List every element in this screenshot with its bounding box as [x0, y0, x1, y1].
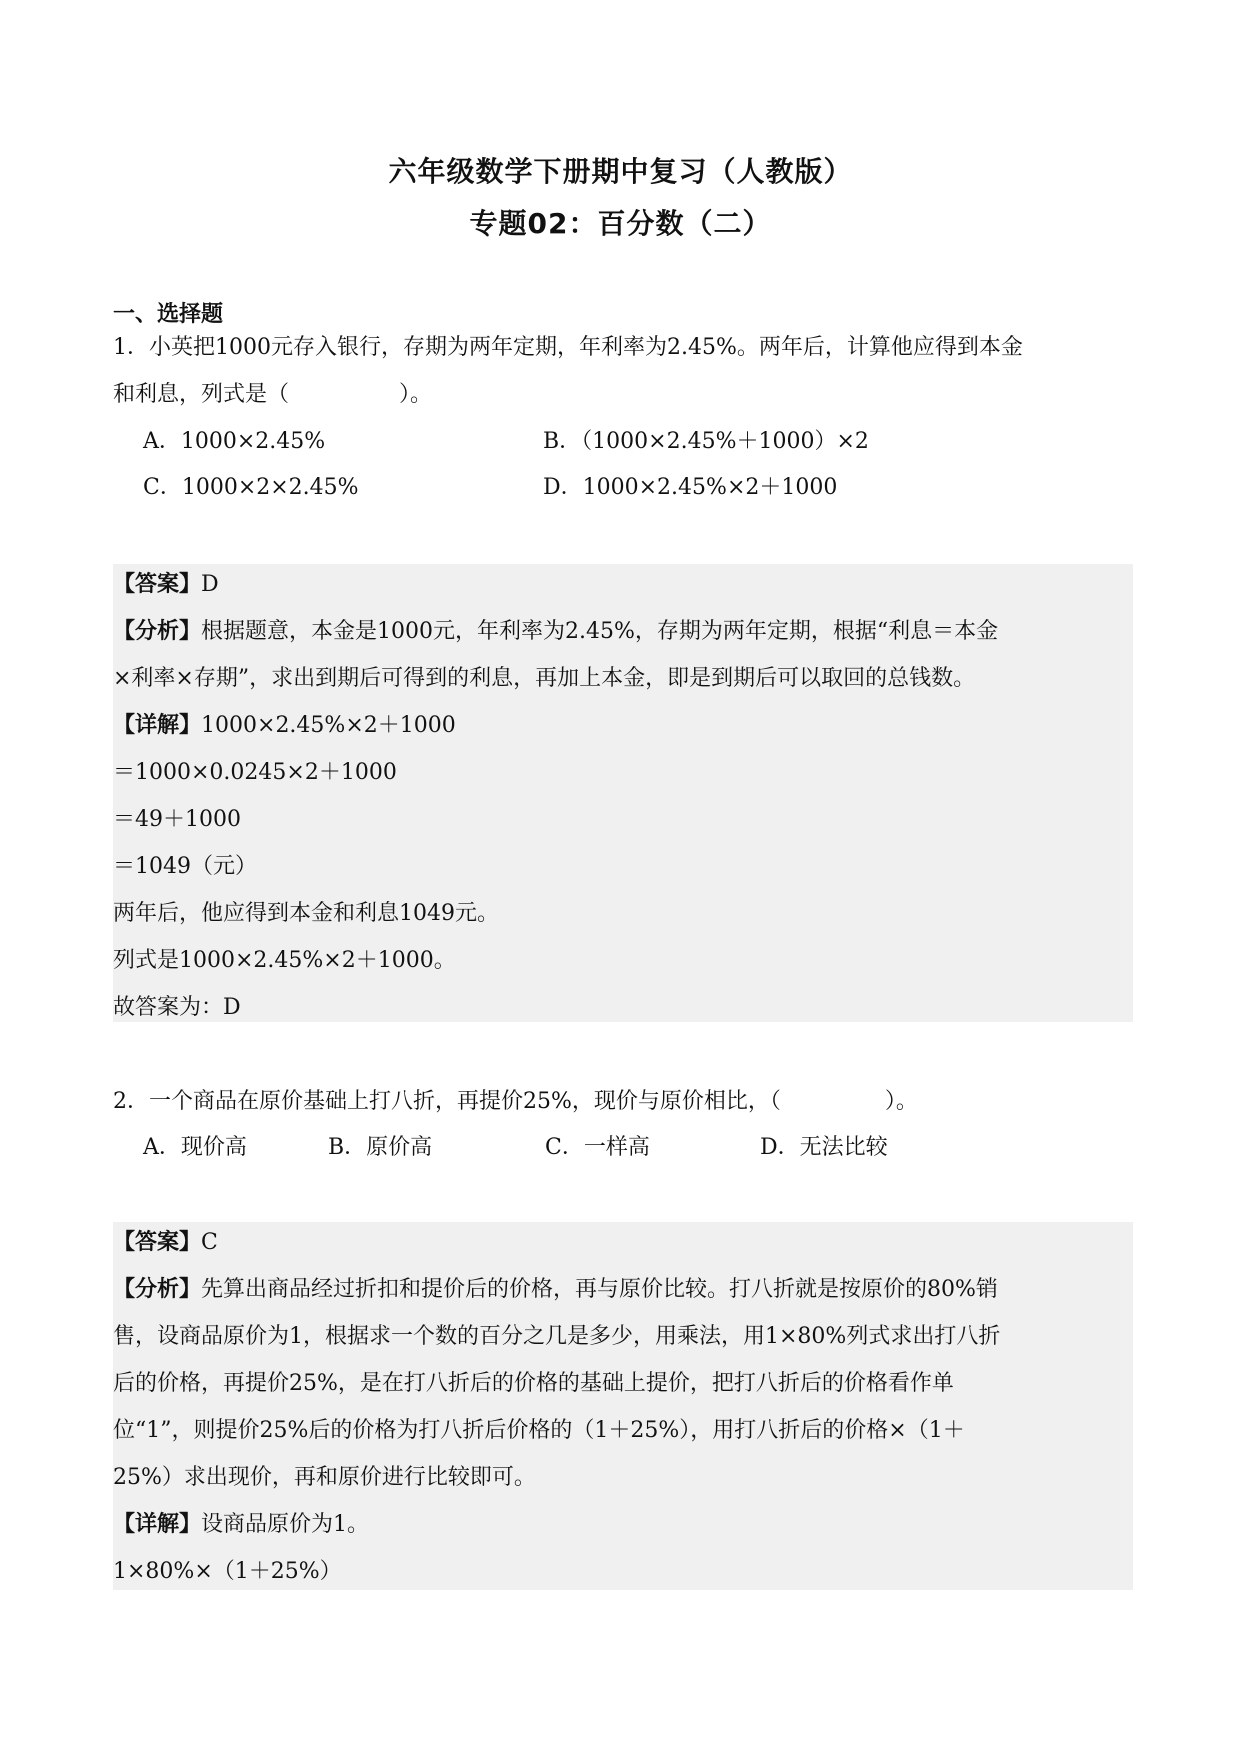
answer-value: C	[201, 1230, 218, 1255]
q1-detail-line5: 列式是1000×2.45%×2＋1000。	[113, 948, 456, 973]
q2-detail-line1: 1×80%×（1＋25%）	[113, 1559, 342, 1584]
q2-option-a: A．现价高	[143, 1135, 247, 1160]
q2-option-b: B．原价高	[328, 1135, 433, 1160]
q1-analysis-line2: ×利率×存期”，求出到期后可得到的利息，再加上本金，即是到期后可以取回的总钱数。	[113, 666, 976, 691]
q2-stem-text: 2．一个商品在原价基础上打八折，再提价25%，现价与原价相比，（	[113, 1089, 781, 1114]
detail-text: 设商品原价为1。	[201, 1512, 370, 1537]
q2-option-c: C．一样高	[545, 1135, 650, 1160]
analysis-text: 先算出商品经过折扣和提价后的价格，再与原价比较。打八折就是按原价的80%销	[201, 1277, 998, 1302]
q2-analysis-line3: 位“1”，则提价25%后的价格为打八折后价格的（1＋25%），用打八折后的价格×（1＋	[113, 1418, 965, 1443]
answer-value: D	[201, 572, 219, 597]
detail-label: 【详解】	[113, 1512, 202, 1537]
q2-analysis-line4: 25%）求出现价，再和原价进行比较即可。	[113, 1465, 536, 1490]
q1-analysis-line1	[113, 617, 1133, 647]
q1-detail-line3: ＝1049（元）	[113, 854, 257, 879]
q1-stem-text: 和利息，列式是（	[113, 382, 290, 407]
q1-stem-line1: 1．小英把1000元存入银行，存期为两年定期，年利率为2.45%。两年后，计算他应得到本金	[113, 335, 1023, 360]
document-subtitle: 专题02：百分数（二）	[469, 207, 772, 240]
analysis-text: 根据题意，本金是1000元，年利率为2.45%，存期为两年定期，根据“利息＝本金	[201, 619, 999, 644]
q1-option-a: A．1000×2.45%	[143, 429, 326, 454]
section-heading: 一、选择题	[113, 302, 224, 327]
detail-text: 1000×2.45%×2＋1000	[201, 713, 456, 738]
answer-label: 【答案】	[113, 1230, 202, 1255]
answer-label: 【答案】	[113, 572, 202, 597]
detail-label: 【详解】	[113, 713, 202, 738]
q2-analysis-line1: 售，设商品原价为1，根据求一个数的百分之几是多少，用乘法，用1×80%列式求出打八折	[113, 1324, 1001, 1349]
q2-analysis-line2: 后的价格，再提价25%，是在打八折后的价格的基础上提价，把打八折后的价格看作单	[113, 1371, 954, 1396]
q1-detail-line2: ＝49＋1000	[113, 807, 241, 832]
q2-analysis-line0	[113, 1275, 1133, 1305]
q1-option-c: C．1000×2×2.45%	[143, 475, 359, 500]
q1-option-b: B．（1000×2.45%＋1000）×2	[543, 429, 869, 454]
q1-detail-line1: ＝1000×0.0245×2＋1000	[113, 760, 397, 785]
q2-stem-end: ）。	[884, 1089, 918, 1114]
q1-stem-end: ）。	[399, 382, 433, 407]
q1-detail-line6: 故答案为：D	[113, 995, 241, 1020]
analysis-label: 【分析】	[113, 1277, 202, 1302]
q1-stem-line2	[113, 380, 1133, 410]
q2-answer	[113, 1228, 1133, 1258]
analysis-label: 【分析】	[113, 619, 202, 644]
q2-detail-line0	[113, 1510, 1133, 1540]
q1-detail-line4: 两年后，他应得到本金和利息1049元。	[113, 901, 499, 926]
q2-option-d: D．无法比较	[760, 1135, 888, 1160]
q1-answer	[113, 570, 1133, 600]
q2-stem	[113, 1087, 1133, 1117]
document-title: 六年级数学下册期中复习（人教版）	[388, 155, 853, 188]
q1-option-d: D．1000×2.45%×2＋1000	[543, 475, 838, 500]
q1-detail-line0	[113, 711, 1133, 741]
